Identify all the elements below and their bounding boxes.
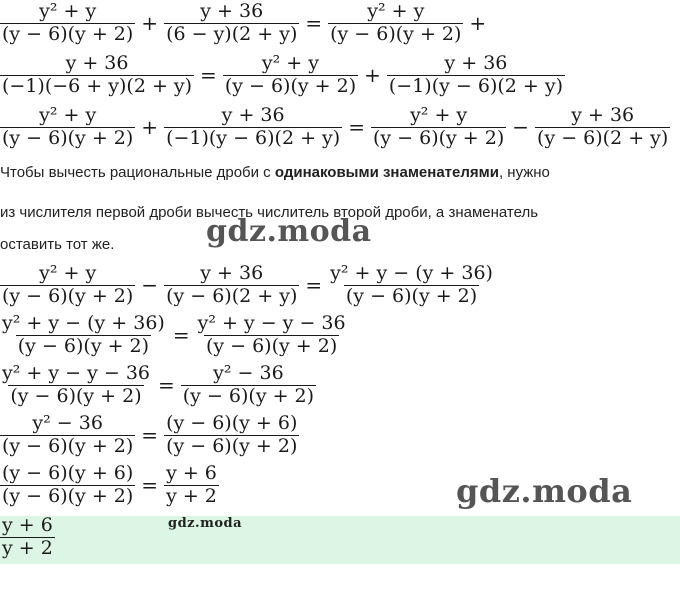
numerator: y + 36 [200, 0, 264, 22]
denominator: (y − 6)(y + 2) [10, 384, 142, 407]
numerator: y + 6 [166, 462, 217, 484]
fraction [328, 264, 495, 307]
explanation-line-3: оставить тот же. [0, 236, 115, 253]
math-operator: = [172, 323, 190, 348]
math-operator: = [305, 273, 323, 298]
numerator: y² + y [410, 104, 468, 126]
numerator: y² + y − y − 36 [2, 362, 150, 384]
denominator: y + 2 [2, 536, 53, 559]
denominator: (y − 6)(y + 2) [330, 22, 462, 45]
math-row-6 [0, 364, 316, 407]
numerator: (y − 6)(y + 6) [2, 462, 134, 484]
math-row-3 [0, 106, 670, 149]
numerator: y² + y [367, 0, 425, 22]
math-operator: − [141, 273, 159, 298]
math-operator: + [141, 115, 159, 140]
fraction [0, 464, 135, 507]
numerator: y + 36 [65, 52, 129, 74]
explanation-text-1a: Чтобы вычесть рациональные дроби с [0, 164, 275, 181]
denominator: (y − 6)(y + 2) [166, 434, 298, 457]
fraction [164, 414, 299, 457]
fraction [0, 414, 135, 457]
fraction [181, 364, 316, 407]
fraction [0, 106, 135, 149]
denominator: (y − 6)(y + 2) [182, 384, 315, 407]
fraction [164, 264, 299, 307]
numerator: (y − 6)(y + 6) [166, 412, 298, 434]
denominator: (y − 6)(y + 2) [2, 126, 134, 149]
denominator: (y − 6)(y + 2) [2, 484, 134, 507]
answer-highlight [0, 516, 680, 564]
denominator: (−1)(y − 6)(2 + y) [388, 74, 564, 97]
numerator: y + 6 [2, 514, 53, 536]
math-operator: = [158, 373, 175, 398]
math-operator: = [348, 115, 365, 140]
math-operator: = [305, 11, 323, 36]
math-operator: = [200, 63, 217, 88]
denominator: (y − 6)(y + 2) [2, 22, 134, 45]
math-row-9 [0, 516, 55, 559]
numerator: y² + y [39, 104, 97, 126]
denominator: (y − 6)(y + 2) [2, 284, 134, 307]
math-operator: − [512, 115, 530, 140]
fraction [0, 364, 152, 407]
explanation-line-1 [0, 164, 550, 181]
fraction [387, 54, 565, 97]
numerator: y + 36 [571, 104, 635, 126]
explanation-bold: одинаковыми знаменателями [274, 164, 499, 181]
math-operator: + [469, 11, 487, 36]
fraction [164, 2, 299, 45]
explanation-line-2: из числителя первой дроби вычесть числитель второй дроби, а знаменатель [0, 204, 539, 221]
denominator: (y − 6)(y + 2) [17, 334, 150, 357]
fraction [371, 106, 506, 149]
fraction [0, 54, 194, 97]
fraction [535, 106, 670, 149]
watermark-logo: gdz.moda [206, 214, 372, 249]
numerator: y² + y [39, 262, 97, 284]
math-operator: + [364, 63, 381, 88]
numerator: y² + y [39, 0, 97, 22]
numerator: y² + y [261, 52, 319, 74]
fraction [164, 106, 342, 149]
fraction [0, 516, 55, 559]
numerator: y² − 36 [213, 362, 284, 384]
math-row-5 [0, 314, 348, 357]
fraction [164, 464, 219, 507]
denominator: (y − 6)(y + 2) [372, 126, 505, 149]
denominator: (y − 6)(y + 2) [2, 434, 134, 457]
numerator: y² + y − (y + 36) [2, 312, 165, 334]
numerator: y + 36 [200, 262, 264, 284]
watermark-logo: gdz.moda [168, 516, 243, 531]
denominator: (−1)(y − 6)(2 + y) [166, 126, 341, 149]
fraction [223, 54, 358, 97]
watermark-logo: gdz.moda [456, 472, 633, 510]
fraction [0, 314, 167, 357]
explanation-text-1c: , нужно [498, 164, 550, 181]
denominator: (6 − y)(2 + y) [166, 22, 298, 45]
numerator: y² − 36 [32, 412, 103, 434]
math-row-2 [0, 54, 565, 97]
denominator: (y − 6)(y + 2) [205, 334, 338, 357]
fraction [0, 264, 135, 307]
fraction [328, 2, 463, 45]
math-row-7 [0, 414, 299, 457]
math-row-8 [0, 464, 219, 507]
denominator: (y − 6)(y + 2) [224, 74, 357, 97]
denominator: (y − 6)(y + 2) [345, 284, 478, 307]
denominator: (y − 6)(2 + y) [166, 284, 298, 307]
fraction [196, 314, 348, 357]
numerator: y + 36 [221, 104, 285, 126]
numerator: y + 36 [444, 52, 508, 74]
numerator: y² + y − (y + 36) [330, 262, 493, 284]
math-operator: = [141, 423, 159, 448]
math-row-1 [0, 2, 492, 45]
denominator: (−1)(−6 + y)(2 + y) [2, 74, 193, 97]
math-operator: + [141, 11, 159, 36]
math-operator: = [141, 473, 159, 498]
math-row-4 [0, 264, 495, 307]
fraction [0, 2, 135, 45]
denominator: (y − 6)(2 + y) [537, 126, 669, 149]
numerator: y² + y − y − 36 [197, 312, 346, 334]
denominator: y + 2 [166, 484, 217, 507]
